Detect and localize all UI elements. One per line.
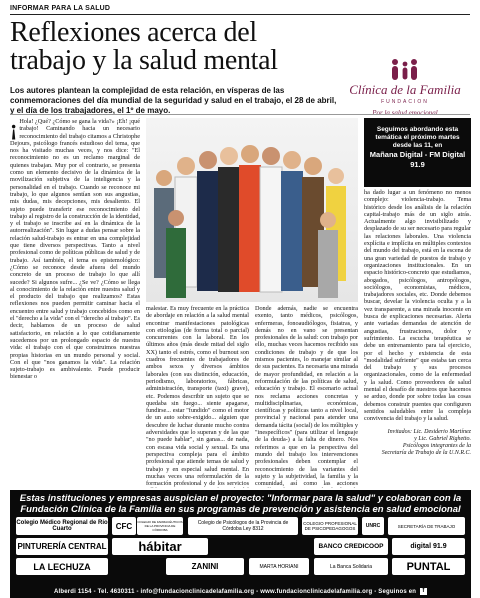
section-tag: INFORMAR PARA LA SALUD (10, 5, 111, 12)
author-signature (364, 429, 471, 458)
worker-figure (281, 151, 303, 291)
sponsor-colegio-psicologos[interactable]: Colegio de Psicólogos de la Provincia de Córdoba Ley 8312 (188, 517, 298, 535)
sponsors-banner (10, 490, 471, 587)
signature-line-3: Psicólogos integrantes de la (402, 443, 471, 450)
column-1-text: Hola! ¿Qué? ¿Cómo se gana la vida?» ¡Eh! ¡qué trabajo! Caminando hacia un necesario reconocimiento del trabajo citamos a Christophe Dejours, psicólogo francés estudioso del tema, que nos ha visitado muchas veces, y nos dice: "El reconocimiento no es un reclamo marginal de quienes trabajan. Muy por el contrario, se presenta como un elemento decisivo de la dinámica de la movilización subjetiva de la inteligencia y la personalidad en el trabajo. Cuando se reconoce mi trabajo, lo que algunos sentían son sus angustias, mis dudas, mis decepciones, mis desaliento. El sujeto puede transferir ese reconocimiento del trabajo al registro de la construcción de la identidad, y el trabajo se inscribe así en la dinámica de la autorrealización". Sin lugar a dudas pensar sobre la relación salud-trabajo es entrar en una complejidad que tiene diversos perspectivas. Tanto a nivel profesional como de políticas públicas de salud y de trabajo. Así también, el tema es epistemológico: ¿Cómo se reconoce desde afuera del mundo concreto de un proceso de trabajo lo que allí sucede? Si algunos sufre... ¿Se ve? ¿Cómo se llega al conocimiento de la relación entre nuestra salud y el producto del trabajo que realizamos? Estas reflexiones nos pueden permitir caminar hacia el encuentro entre salud y trabajo concebidos como en el "derecho a la vida" con el "derecho al trabajo". Es decir, hablamos de un proceso de salud satisfactorio, en relación a lo que cotidianamente sucedemos por un prolongado espacio de nuestra vida: el trabajo con el que construimos nuestras propias historias en un mundo personal y social. Con el que "nos ganamos la vida". La relación sujeto-trabajo es ambivalente. Puede producir bienestar o (10, 118, 140, 381)
sponsor-logos (16, 517, 465, 575)
sponsor-habitar[interactable]: hábitar (112, 538, 208, 555)
sponsor-digital-919[interactable]: digital 91.9 (392, 538, 465, 555)
sponsor-puntal[interactable]: PUNTAL (392, 558, 465, 575)
headline-line-2: trabajo y la salud mental (10, 45, 278, 76)
sponsor-psicopedagogos[interactable]: COLEGIO PROFESIONAL DE PSICOPEDAGOGOS (302, 517, 358, 535)
workers-group-photo (146, 118, 358, 302)
logo-name: Clínica de la Familia (349, 82, 461, 97)
sponsor-pintureria-central[interactable]: PINTURERÍA CENTRAL (16, 538, 108, 555)
clinica-familia-logo (340, 58, 470, 117)
radio-line-3: desde las 11, en (392, 142, 443, 149)
dropcap: ¡ (10, 118, 18, 140)
sponsor-colegio-medico[interactable]: Colegio Médico Regional de Río Cuarto (16, 517, 108, 535)
logo-tagline: Por la salud emocional (372, 109, 438, 117)
top-rule (10, 14, 470, 15)
logo-sub: FUNDACION (381, 99, 429, 105)
family-figures-icon (345, 58, 465, 82)
workers-illustration (146, 118, 358, 302)
sponsor-unrc[interactable]: UNRC (362, 517, 384, 535)
headline (10, 19, 338, 75)
sponsor-credicoop[interactable]: BANCO CREDICOOP (314, 538, 388, 555)
radio-line-1: Seguimos abordando esta (376, 126, 459, 133)
footer-contact (10, 587, 471, 598)
banner-title: Estas instituciones y empresas auspician el proyecto: "Informar para la salud" y colaboran con la Fundación Clínica de la Familia en sus programas de prevención y asistencia en salud emocional (19, 493, 462, 515)
footer-text: Alberdi 1154 - Tel. 4630311 - info@fundacionclinicadelafamilia.org - www.fundacionclinicadelafamilia.org - Seguinos en (53, 589, 417, 595)
sponsor-cfc-mark[interactable]: CFC (112, 517, 136, 535)
headline-line-1: Reflexiones acerca del (10, 17, 257, 48)
article-column-2: malestar. Es muy frecuente en la práctica de abordaje en relación a la salud mental encontrar manifestaciones patológicas con etiologías (de forma total o parcial) concurrentes con la laboral. En los últimos años (más desde mitad del siglo XX) tanto el estrés, como el burnout son cuadros frecuentes de trabajadores de ambos sexos y diversos ámbitos laborales (con sus distinción, educación, periodismo, laboratorios, fábricas, administración, transporte (taxi) grave), etc. Podemos describir un sujeto que se quedaba sin fuego... siente apagarse, fundirse... estar "fundido" como el motor de un auto sobre-exigido... alguien que descubre de luchar durante mucho contra adversidades que lo superan y de las que "no puede hablar", sin ganas... de nada, con escasa vida social y sexual. Es una perspectiva compleja para el ámbito profesional que atiende temas de salud y trabajo y en especial salud mental. En muchas veces una reformulación de la formación profesional y de los servicios (146, 305, 249, 488)
sponsor-zanini[interactable]: ZANINI (166, 558, 244, 575)
signature-line-2: y Lic. Gabriel Righetto. (414, 435, 471, 442)
worker-figure (218, 147, 240, 292)
signature-line-4: Secretaría de Trabajo de la U.N.R.C. (381, 450, 471, 457)
worker-figure (239, 145, 261, 292)
sponsor-banca-solidaria[interactable]: La Banca Solidaria (314, 558, 388, 575)
article-column-4 (364, 189, 471, 488)
article-column-1 (10, 118, 140, 488)
lead-rule (10, 114, 470, 115)
signature-line-1: Invitados: Lic. Desiderio Martínez (387, 428, 471, 435)
article-column-3: Donde además, nadie se encuentra exento, tanto médicos, psicólogos, enfermeras, fonoaudiólogos, fisiatras, y demás no en vano se presentan profesionales de la salud: con trabajo por ello, muchas veces hacemos recibido sus condiciones de trabajo y de que los mismos pacientes, lo manejar similar al de sus pacientes. Es necesaria una mirada de mayor profundidad, en relación a la reformulación de las políticas de salud, educación y trabajo. El escenario actual nos reclama acciones concretas y multidisciplinarias, económicas, científicas y políticas tanto a nivel local, provincial y nacional para atender una demanda tácita (social) de los múltiples y "inespecíficos" (para utilizar el lenguaje de la deuda-) a la falta de dinero. Nos referimos a que en la perspectiva del mundo del trabajo los intervenciones profesionales deben contemplar el reconocimiento de las variantes del sujeto y la subjetividad, la familia y la comunidad, así como las acciones (255, 305, 358, 488)
radio-line-2: temática el próximo martes (375, 134, 460, 141)
sponsor-la-lechuza[interactable]: LA LECHUZA (16, 558, 108, 575)
facebook-icon[interactable]: f (420, 588, 427, 595)
column-4-text: ha dado lugar a un fenómeno no menos complejo: violencia-trabajo. Tema histórico desde los análisis de la relación capital-trabajo más de un siglo atrás. Actualmente algo invisibilizado y desplazado de su ser necesario para regular las relaciones laborales. Una violencia explícita e implícita en múltiples contextos del mundo del trabajo, está en la escena de una gran variedad de puestos de trabajo y organizaciones institucionales. En un espacio histórico-concreto que estudiamos, abogados, psicólogos, antropólogos, sociólogos, economistas, médicos, trabajadores sociales, etc. Donde debemos buscar, develar la violencia oculta y a la vez transparente, a una mirada inocente en busca de explicaciones necesarias. Alerta ante variadas demandas de atención de angustias, frustraciones, dolor y sufrimiento. La escucha terapéutica se debe un entrenamiento para tal ejercicio, por el hecho y existencia de esta "modalidad sufriente" que estaba tan cerca del trabajo y sus procesos organizacionales, como de la enfermedad y la salud. Como proveedores de salud mental el desafío de nuestros que hacemos se arduo, donde por sobre todas las cosas debemos construir puentes que configuren sentidos saludables entre la compleja convivencia del trabajo y la salud. (364, 189, 471, 423)
sponsor-colegio-farmaceuticos[interactable]: COLEGIO DE FARMACÉUTICOS DE LA PROVINCIA DE CÓRDOBA (137, 517, 183, 535)
worker-figure (197, 151, 219, 291)
radio-station: Mañana Digital - FM Digital 91.9 (369, 150, 466, 169)
sponsor-secretaria-trabajo[interactable]: SECRETARÍA DE TRABAJO (388, 517, 465, 535)
worker-figure (260, 147, 282, 292)
radio-promo-box (364, 118, 471, 187)
sponsor-marta-horiani[interactable]: MARTA HORIANI (249, 558, 309, 575)
lead-paragraph: Los autores plantean la complejidad de esta relación, en vísperas de las conmemoraciones del día mundial de la seguridad y salud en el trabajo, el 28 de abril, y el día de los trabajadores, el 1º de mayo. (10, 86, 337, 115)
